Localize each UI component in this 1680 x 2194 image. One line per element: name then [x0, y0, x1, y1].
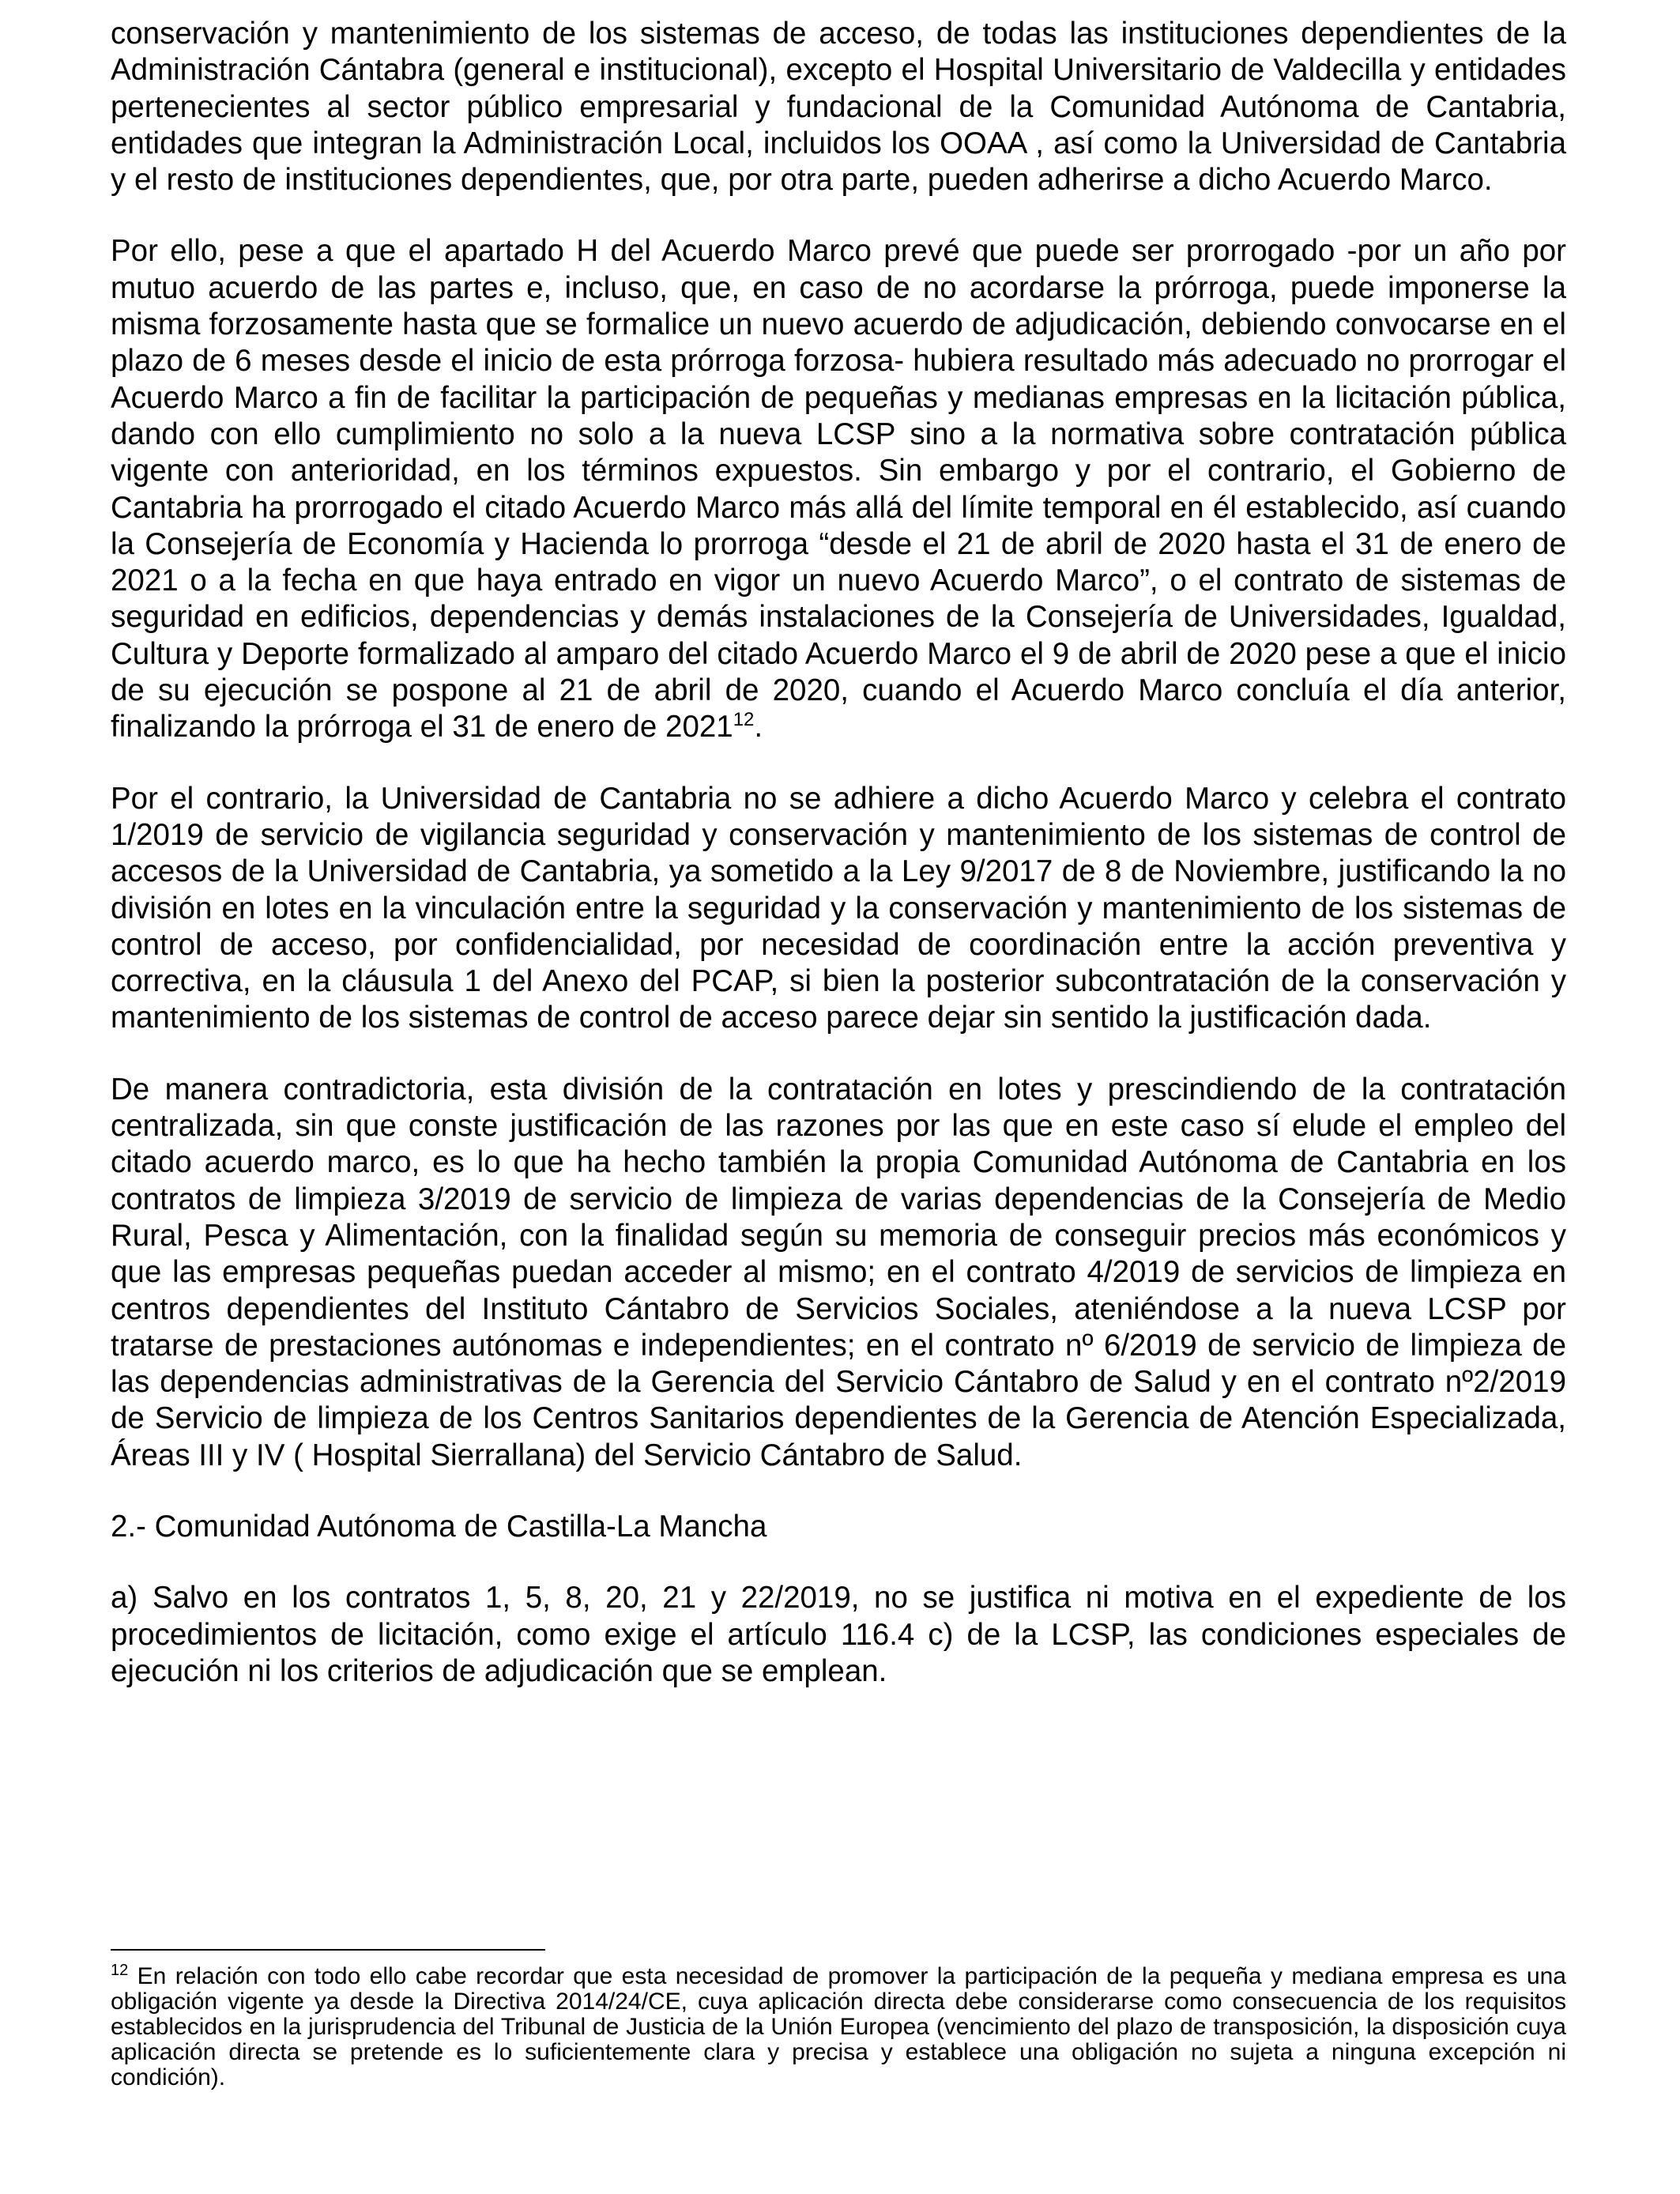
paragraph-2-end: .: [754, 710, 763, 745]
document-page: [111, 16, 1566, 1725]
footnote-reference[interactable]: 12: [733, 709, 755, 731]
paragraph-2-text: Por ello, pese a que el apartado H del Acuerdo Marco prevé que puede ser prorrogado -por un año por mutuo acuerdo de las partes e, incluso, que, en caso de no acordarse la prórroga, puede imponerse la misma forzosamente hasta que se formalice un nuevo acuerdo de adjudicación, debiendo convocarse en el plazo de 6 meses desde el inicio de esta prórroga forzosa- hubiera resultado más adecuado no prorrogar el Acuerdo Marco a fin de facilitar la participación de pequeñas y medianas empresas en la licitación pública, dando con ello cumplimiento no solo a la nueva LCSP sino a la normativa sobre contratación pública vigente con anterioridad, en los términos expuestos. Sin embargo y por el contrario, el Gobierno de Cantabria ha prorrogado el citado Acuerdo Marco más allá del límite temporal en él establecido, así cuando la Consejería de Economía y Hacienda lo prorroga “desde el 21 de abril de 2020 hasta el 31 de enero de 2021 o a la fecha en que haya entrado en vigor un nuevo Acuerdo Marco”, o el contrato de sistemas de seguridad en edificios, dependencias y demás instalaciones de la Consejería de Universidades, Igualdad, Cultura y Deporte formalizado al amparo del citado Acuerdo Marco el 9 de abril de 2020 pese a que el inicio de su ejecución se pospone al 21 de abril de 2020, cuando el Acuerdo Marco concluía el día anterior, finalizando la prórroga el 31 de enero de 2021: [111, 234, 1566, 745]
footnote-text: En relación con todo ello cabe recordar que esta necesidad de promover la participación de la pequeña y mediana empresa es una obligación vigente ya desde la Directiva 2014/24/CE, cuya aplicación directa debe considerarse como consecuencia de los requisitos establecidos en la jurisprudencia del Tribunal de Justicia de la Unión Europea (vencimiento del plazo de transposición, la disposición cuya aplicación directa se pretende es lo suficientemente clara y precisa y establece una obligación no sujeta a ninguna excepción ni condición).: [111, 1963, 1566, 2090]
footnote-separator: [111, 1949, 545, 1951]
paragraph-5: a) Salvo en los contratos 1, 5, 8, 20, 21 y 22/2019, no se justifica ni motiva en el expediente de los procedimientos de licitación, como exige el artículo 116.4 c) de la LCSP, las condiciones especiales de ejecución ni los criterios de adjudicación que se emplean.: [111, 1581, 1566, 1688]
footnote: [111, 1964, 1566, 2090]
paragraph-3: Por el contrario, la Universidad de Cantabria no se adhiere a dicho Acuerdo Marco y celebra el contrato 1/2019 de servicio de vigilancia seguridad y conservación y mantenimiento de los sistemas de control de accesos de la Universidad de Cantabria, ya sometido a la Ley 9/2017 de 8 de Noviembre, justificando la no división en lotes en la vinculación entre la seguridad y la conservación y mantenimiento de los sistemas de control de acceso, por confidencialidad, por necesidad de coordinación entre la acción preventiva y correctiva, en la cláusula 1 del Anexo del PCAP, si bien la posterior subcontratación de la conservación y mantenimiento de los sistemas de control de acceso parece dejar sin sentido la justificación dada.: [111, 781, 1566, 1035]
footnote-number: 12: [111, 1962, 129, 1979]
paragraph-4: De manera contradictoria, esta división de la contratación en lotes y prescindiendo de la contratación centralizada, sin que conste justificación de las razones por las que en este caso sí elude el empleo del citado acuerdo marco, es lo que ha hecho también la propia Comunidad Autónoma de Cantabria en los contratos de limpieza 3/2019 de servicio de limpieza de varias dependencias de la Consejería de Medio Rural, Pesca y Alimentación, con la finalidad según su memoria de conseguir precios más económicos y que las empresas pequeñas puedan acceder al mismo; en el contrato 4/2019 de servicios de limpieza en centros dependientes del Instituto Cántabro de Servicios Sociales, ateniéndose a la nueva LCSP por tratarse de prestaciones autónomas e independientes; en el contrato nº 6/2019 de servicio de limpieza de las dependencias administrativas de la Gerencia del Servicio Cántabro de Salud y en el contrato nº2/2019 de Servicio de limpieza de los Centros Sanitarios dependientes de la Gerencia de Atención Especializada, Áreas III y IV ( Hospital Sierrallana) del Servicio Cántabro de Salud.: [111, 1072, 1566, 1472]
paragraph-1: conservación y mantenimiento de los sistemas de acceso, de todas las instituciones dependientes de la Administración Cántabra (general e institucional), excepto el Hospital Universitario de Valdecilla y entidades pertenecientes al sector público empresarial y fundacional de la Comunidad Autónoma de Cantabria, entidades que integran la Administración Local, incluidos los OOAA , así como la Universidad de Cantabria y el resto de instituciones dependientes, que, por otra parte, pueden adherirse a dicho Acuerdo Marco.: [111, 17, 1566, 198]
paragraph-2: [111, 233, 1566, 745]
section-heading: 2.- Comunidad Autónoma de Castilla-La Mancha: [111, 1509, 767, 1544]
